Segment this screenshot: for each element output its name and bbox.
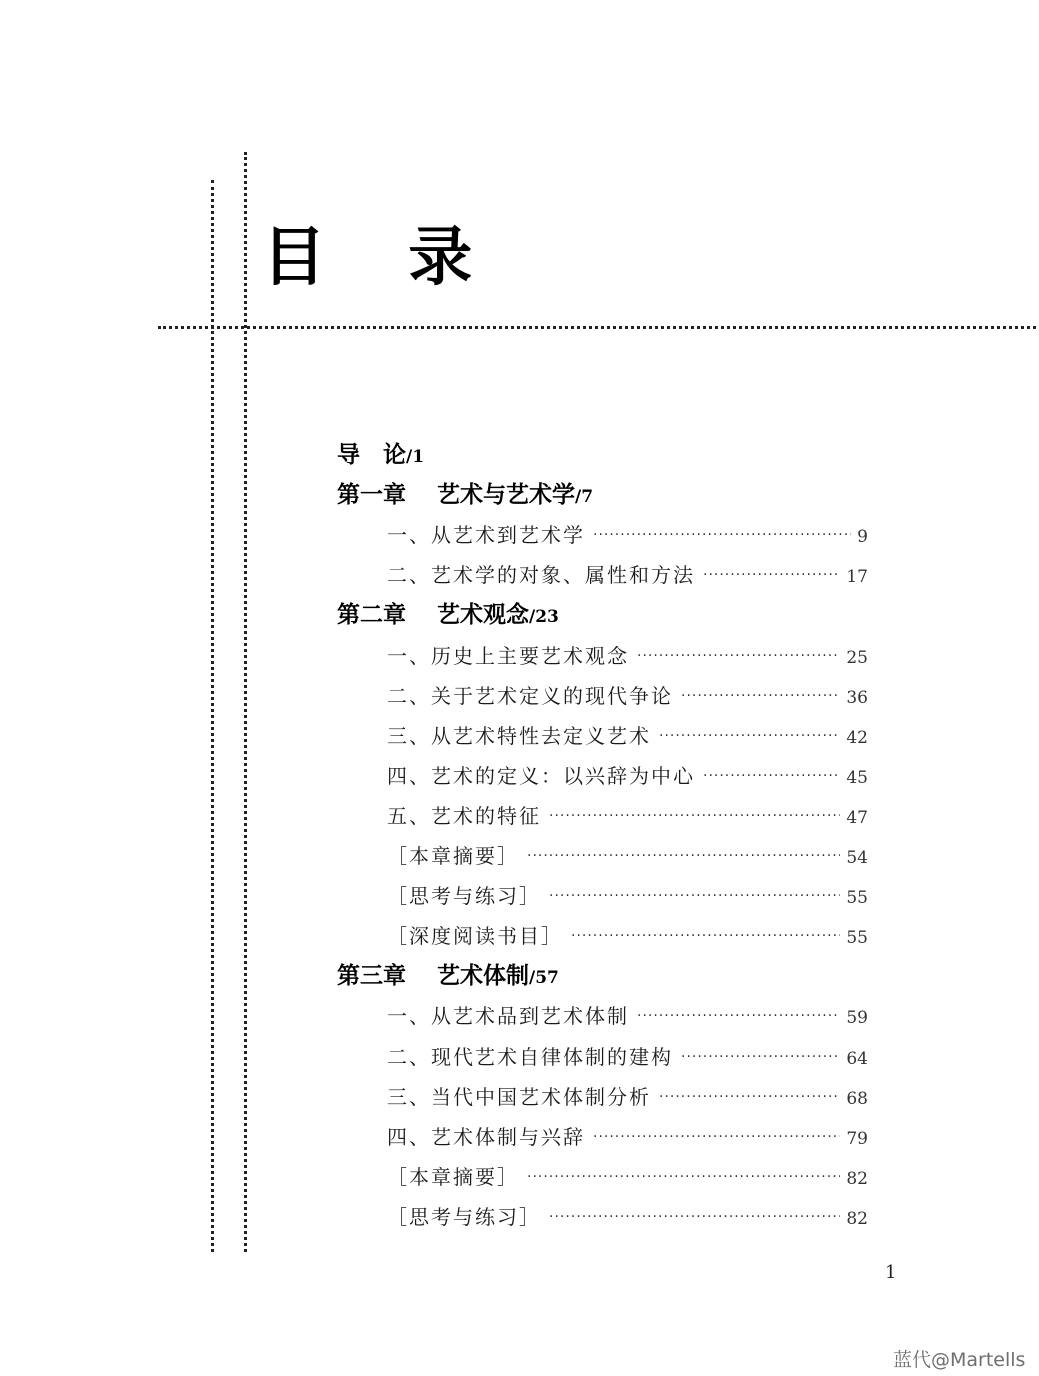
dot-leader <box>703 557 840 593</box>
item-title: 二、艺术学的对象、属性和方法 <box>387 563 695 587</box>
dot-leader <box>637 638 840 674</box>
toc-chapter <box>337 477 593 513</box>
item-title: ［深度阅读书目］ <box>387 924 563 948</box>
item-title: 五、艺术的特征 <box>387 804 541 828</box>
item-title: 一、历史上主要艺术观念 <box>387 644 629 668</box>
toc-item <box>387 918 868 954</box>
item-page: 36 <box>846 688 868 708</box>
toc-chapter <box>337 597 559 633</box>
dot-leader <box>637 998 840 1034</box>
vertical-dotted-rule-left <box>211 180 214 1252</box>
dot-leader <box>593 1119 840 1155</box>
toc-item <box>387 998 868 1034</box>
page-number: 1 <box>885 1262 897 1283</box>
item-title: 四、艺术的定义：以兴辞为中心 <box>387 764 695 788</box>
toc-item <box>387 638 868 674</box>
item-page: 82 <box>846 1169 868 1189</box>
item-page: 82 <box>846 1209 868 1229</box>
item-title: 二、现代艺术自律体制的建构 <box>387 1045 673 1069</box>
vertical-dotted-rule-right <box>244 152 247 1252</box>
item-page: 9 <box>857 527 868 547</box>
dot-leader <box>549 878 840 914</box>
item-title: ［思考与练习］ <box>387 884 541 908</box>
toc-chapter <box>337 437 424 473</box>
item-page: 59 <box>846 1008 868 1028</box>
item-page: 55 <box>846 888 868 908</box>
dot-leader <box>659 718 840 754</box>
dot-leader <box>527 1159 840 1195</box>
dot-leader <box>703 758 840 794</box>
dot-leader <box>527 838 840 874</box>
item-title: 二、关于艺术定义的现代争论 <box>387 684 673 708</box>
item-title: 三、从艺术特性去定义艺术 <box>387 724 651 748</box>
item-page: 42 <box>846 728 868 748</box>
toc-item <box>387 678 868 714</box>
toc-item <box>387 878 868 914</box>
toc-item <box>387 838 868 874</box>
dot-leader <box>659 1079 840 1115</box>
dot-leader <box>593 517 851 553</box>
toc-chapter <box>337 958 559 994</box>
page-title: 目 录 <box>262 221 503 295</box>
chapter-page: /7 <box>575 487 594 507</box>
toc-item <box>387 1199 868 1235</box>
horizontal-dotted-rule <box>158 326 1036 329</box>
chapter-page: /57 <box>529 968 559 988</box>
dot-leader <box>681 678 840 714</box>
chapter-page: /1 <box>406 447 425 467</box>
toc-item <box>387 1119 868 1155</box>
chapter-title: 艺术体制 <box>437 962 529 989</box>
chapter-title: 艺术观念 <box>437 601 529 628</box>
toc-item <box>387 718 868 754</box>
item-page: 45 <box>846 768 868 788</box>
chapter-number: 导 论 <box>337 441 406 468</box>
item-title: 四、艺术体制与兴辞 <box>387 1125 585 1149</box>
item-title: 一、从艺术品到艺术体制 <box>387 1004 629 1028</box>
watermark: 蓝代@Martells <box>893 1349 1026 1371</box>
item-title: 三、当代中国艺术体制分析 <box>387 1085 651 1109</box>
item-page: 64 <box>846 1049 868 1069</box>
toc-item <box>387 1159 868 1195</box>
chapter-page: /23 <box>529 607 559 627</box>
dot-leader <box>681 1039 840 1075</box>
item-title: ［本章摘要］ <box>387 844 519 868</box>
toc-item <box>387 1079 868 1115</box>
chapter-title: 艺术与艺术学 <box>437 481 575 508</box>
toc-item <box>387 517 868 553</box>
toc-item <box>387 1039 868 1075</box>
item-title: ［思考与练习］ <box>387 1205 541 1229</box>
dot-leader <box>571 918 840 954</box>
item-title: 一、从艺术到艺术学 <box>387 523 585 547</box>
chapter-number: 第三章 <box>337 962 406 989</box>
item-page: 25 <box>846 648 868 668</box>
dot-leader <box>549 798 840 834</box>
item-page: 55 <box>846 928 868 948</box>
item-page: 54 <box>846 848 868 868</box>
item-page: 17 <box>846 567 868 587</box>
item-title: ［本章摘要］ <box>387 1165 519 1189</box>
toc-item <box>387 557 868 593</box>
toc-item <box>387 798 868 834</box>
item-page: 68 <box>846 1089 868 1109</box>
item-page: 47 <box>846 808 868 828</box>
item-page: 79 <box>846 1129 868 1149</box>
dot-leader <box>549 1199 840 1235</box>
chapter-number: 第一章 <box>337 481 406 508</box>
chapter-number: 第二章 <box>337 601 406 628</box>
toc-item <box>387 758 868 794</box>
